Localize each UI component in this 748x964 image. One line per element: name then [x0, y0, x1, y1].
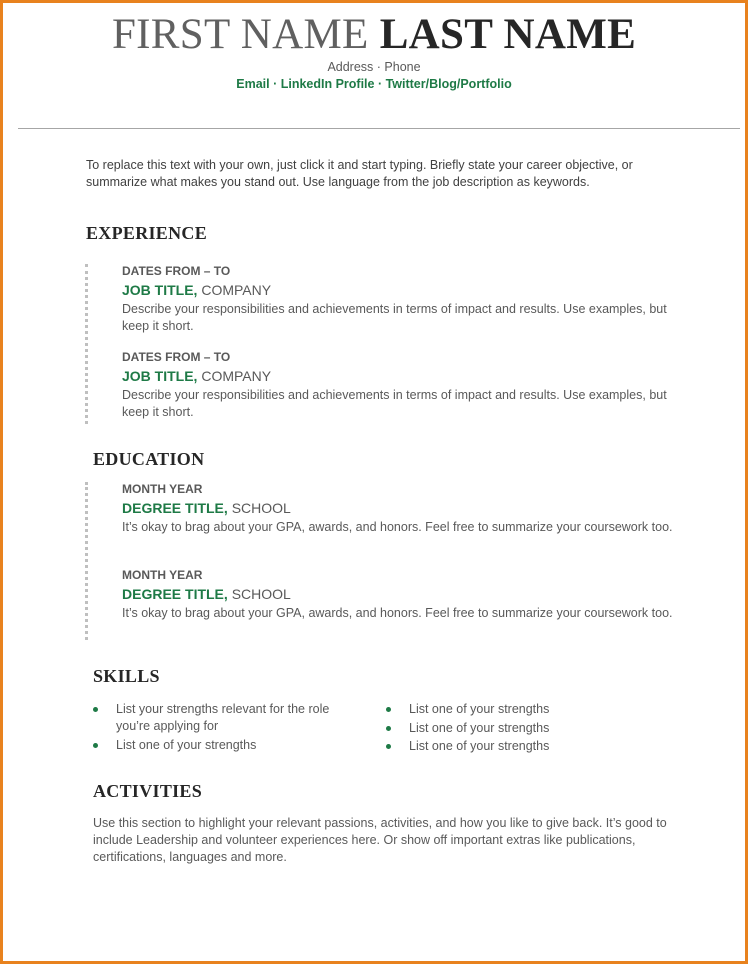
entry-title-line: [122, 498, 682, 518]
education-entry[interactable]: [122, 567, 682, 622]
bullet-icon: [386, 726, 391, 731]
experience-entry[interactable]: [122, 263, 682, 335]
skill-text: List your strengths relevant for the role you’re applying for: [116, 702, 330, 733]
skill-item: [93, 701, 343, 735]
bullet-icon: [93, 707, 98, 712]
skill-item: [93, 737, 343, 754]
entry-dates: MONTH YEAR: [122, 568, 203, 582]
education-timeline: [85, 482, 88, 640]
skills-left-column[interactable]: [93, 701, 343, 755]
entry-dates: DATES FROM – TO: [122, 350, 231, 364]
entry-title-line: [122, 366, 682, 386]
bullet-icon: [386, 744, 391, 749]
entry-org: COMPANY: [201, 368, 272, 384]
bullet-icon: [93, 743, 98, 748]
entry-dates: DATES FROM – TO: [122, 264, 231, 278]
skill-item: [386, 720, 636, 737]
header-divider: [18, 128, 740, 129]
entry-description: It’s okay to brag about your GPA, awards, and honors. Feel free to summarize your coursework too.: [122, 520, 673, 534]
experience-timeline: [85, 264, 88, 424]
skill-item: [386, 738, 636, 755]
bullet-icon: [386, 707, 391, 712]
entry-degree: DEGREE TITLE,: [122, 586, 228, 602]
objective-paragraph[interactable]: To replace this text with your own, just click it and start typing. Briefly state your career objective, or summarize what makes you stand out. Use language from the job description as keywords.: [86, 158, 633, 189]
education-entry[interactable]: [122, 481, 682, 536]
skill-text: List one of your strengths: [409, 702, 550, 716]
entry-role: JOB TITLE,: [122, 282, 198, 298]
skills-right-column[interactable]: [386, 701, 636, 757]
experience-entry[interactable]: [122, 349, 682, 421]
activities-heading: ACTIVITIES: [93, 781, 203, 801]
entry-description: Describe your responsibilities and achievements in terms of impact and results. Use examples, but keep it short.: [122, 302, 667, 333]
skill-text: List one of your strengths: [409, 739, 550, 753]
entry-description: Describe your responsibilities and achievements in terms of impact and results. Use examples, but keep it short.: [122, 388, 667, 419]
activities-paragraph[interactable]: Use this section to highlight your relevant passions, activities, and how you like to give back. It’s good to include Leadership and volunteer experiences here. Or show off important extras like publications, certifications, languages and more.: [93, 816, 667, 864]
entry-dates: MONTH YEAR: [122, 482, 203, 496]
contact-links-line[interactable]: Email · LinkedIn Profile · Twitter/Blog/Portfolio: [236, 77, 512, 91]
entry-title-line: [122, 584, 682, 604]
address-phone-line[interactable]: Address · Phone: [327, 60, 421, 74]
experience-heading: EXPERIENCE: [86, 223, 208, 243]
entry-role: JOB TITLE,: [122, 368, 198, 384]
skills-heading: SKILLS: [93, 666, 160, 686]
skill-text: List one of your strengths: [116, 737, 257, 752]
entry-degree: DEGREE TITLE,: [122, 500, 228, 516]
entry-school: SCHOOL: [231, 586, 291, 602]
entry-description: It’s okay to brag about your GPA, awards, and honors. Feel free to summarize your coursework too.: [122, 606, 673, 620]
resume-name[interactable]: [0, 10, 748, 60]
entry-title-line: [122, 280, 682, 300]
skill-item: [386, 701, 636, 718]
first-name[interactable]: FIRST NAME: [111, 11, 369, 58]
skill-text: List one of your strengths: [409, 720, 550, 735]
entry-org: COMPANY: [201, 282, 272, 298]
last-name[interactable]: LAST NAME: [379, 11, 637, 58]
entry-school: SCHOOL: [231, 500, 291, 516]
education-heading: EDUCATION: [93, 449, 205, 469]
